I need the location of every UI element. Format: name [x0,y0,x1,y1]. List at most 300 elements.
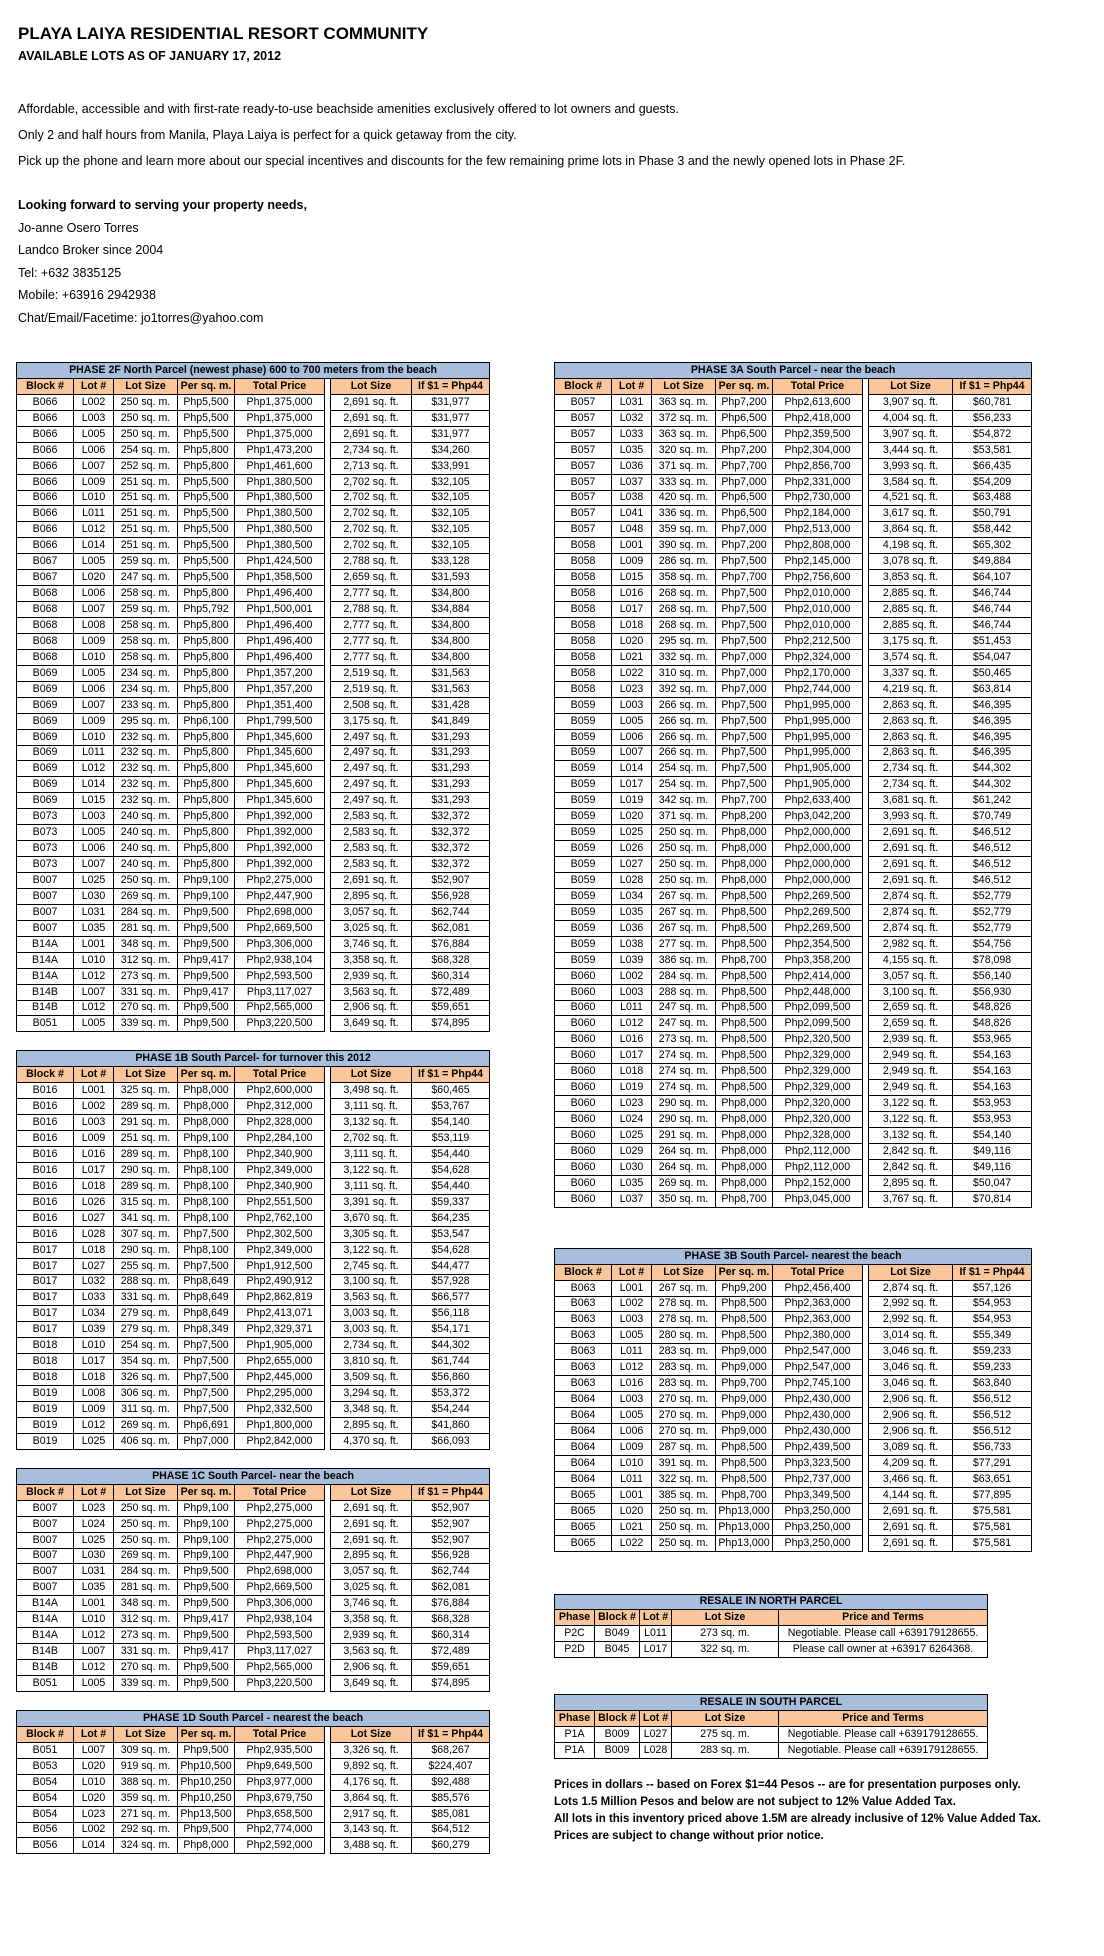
table-cell: L038 [612,936,652,952]
table-cell: B060 [555,1128,612,1144]
table-cell: L012 [74,1628,114,1644]
table-cell: L033 [74,1290,114,1306]
table-cell: 324 sq. m. [114,1838,178,1854]
table-cell: L007 [74,458,114,474]
table-cell: 2,691 sq. ft. [869,857,953,873]
table-cell: Php1,905,000 [773,761,863,777]
table-cell: $46,395 [953,745,1032,761]
table-cell: 2,497 sq. ft. [331,729,412,745]
table-cell: Php8,100 [178,1194,235,1210]
table-cell: L021 [612,1519,652,1535]
table-cell: Php1,357,200 [235,681,325,697]
table-cell: B007 [17,1516,74,1532]
table-row [555,538,1032,554]
table-row [17,1806,490,1822]
table-cell: L037 [612,474,652,490]
table-cell: L012 [74,761,114,777]
table-cell: B018 [17,1354,74,1370]
table-row [17,665,490,681]
table-cell: L012 [74,522,114,538]
table-cell: 289 sq. m. [114,1099,178,1115]
table-cell: Php2,430,000 [773,1424,863,1440]
table-row [17,1162,490,1178]
table-cell: L003 [612,1312,652,1328]
table-cell: Php7,500 [178,1370,235,1386]
table-row [555,1064,1032,1080]
table-cell: 234 sq. m. [114,681,178,697]
table-cell: $56,928 [412,1548,490,1564]
table-cell: L008 [74,618,114,634]
table-cell: B064 [555,1471,612,1487]
table-cell: B058 [555,586,612,602]
table-title: PHASE 1B South Parcel- for turnover this 2012 [17,1051,490,1067]
table-cell: L018 [612,1064,652,1080]
table-cell: 291 sq. m. [114,1115,178,1131]
column-header: If $1 = Php44 [953,1264,1032,1280]
table-cell: L032 [612,410,652,426]
table-cell: L009 [74,633,114,649]
table-cell: B016 [17,1147,74,1163]
table-cell: L035 [612,904,652,920]
table-row [17,1433,490,1449]
table-cell: 277 sq. m. [652,936,716,952]
table-cell: Php9,000 [716,1344,773,1360]
table-cell: Php2,010,000 [773,586,863,602]
table-row [17,602,490,618]
table-cell: Php7,200 [716,538,773,554]
table-cell: 311 sq. m. [114,1402,178,1418]
table-cell: 250 sq. m. [652,841,716,857]
table-cell: $52,907 [412,1500,490,1516]
table-cell: L016 [612,586,652,602]
table-cell: $32,105 [412,474,490,490]
table-cell: L015 [74,793,114,809]
table-cell: Php2,269,500 [773,888,863,904]
table-cell: $66,577 [412,1290,490,1306]
table-row [17,1580,490,1596]
table-cell: L023 [612,681,652,697]
table-cell: $62,744 [412,904,490,920]
table-cell: 2,691 sq. ft. [869,1535,953,1551]
table-cell: Php7,700 [716,458,773,474]
table-row [555,1296,1032,1312]
table-cell: 259 sq. m. [114,602,178,618]
column-header: Per sq. m. [178,1726,235,1742]
table-cell: 284 sq. m. [652,968,716,984]
table-cell: B017 [17,1274,74,1290]
table-cell: Php1,375,000 [235,394,325,410]
table-cell: B059 [555,857,612,873]
table-cell: Php2,842,000 [235,1433,325,1449]
table-cell: $52,907 [412,1516,490,1532]
table-cell: 3,111 sq. ft. [331,1099,412,1115]
table-cell: 3,046 sq. ft. [869,1360,953,1376]
table-cell: 281 sq. m. [114,1580,178,1596]
table-cell: Php9,417 [178,1644,235,1660]
table-row [17,952,490,968]
table-cell: Php2,730,000 [773,490,863,506]
table-cell: 2,583 sq. ft. [331,841,412,857]
table-cell: $85,081 [412,1806,490,1822]
table-cell: L027 [74,1258,114,1274]
table-cell: $46,395 [953,729,1032,745]
table-cell: 2,734 sq. ft. [869,777,953,793]
table-cell: L019 [612,793,652,809]
table-cell: Php7,700 [716,793,773,809]
table-row [17,1210,490,1226]
table-row [555,1159,1032,1175]
table-cell: 358 sq. m. [652,570,716,586]
table-row [555,873,1032,889]
table-cell: L035 [612,442,652,458]
table-cell: B14A [17,936,74,952]
table-cell: 2,734 sq. ft. [331,442,412,458]
table-header-row [17,1067,490,1083]
table-cell: B063 [555,1280,612,1296]
table-row [17,1500,490,1516]
table-cell: $74,895 [412,1016,490,1032]
table-cell: B060 [555,1048,612,1064]
table-cell: B007 [17,920,74,936]
table-title-row [17,1051,490,1067]
table-title-row [555,363,1032,379]
table-cell: L002 [74,1099,114,1115]
table-cell: $31,293 [412,761,490,777]
table-cell: B054 [17,1774,74,1790]
table-row [17,873,490,889]
table-cell: Php5,800 [178,761,235,777]
column-header: Per sq. m. [716,378,773,394]
table-cell: Php2,340,900 [235,1147,325,1163]
table-cell: 283 sq. m. [672,1743,779,1759]
table-cell: 2,508 sq. ft. [331,697,412,713]
table-cell: B063 [555,1296,612,1312]
table-cell: Php5,800 [178,649,235,665]
table-cell: Php8,500 [716,888,773,904]
table-cell: Php8,000 [716,1175,773,1191]
table-cell: 3,132 sq. ft. [331,1115,412,1131]
table-cell: Php10,500 [178,1758,235,1774]
table-cell: B065 [555,1487,612,1503]
table-cell: Php8,700 [716,1487,773,1503]
table-cell: L006 [612,729,652,745]
table-row [555,1519,1032,1535]
table-cell: Php7,500 [716,761,773,777]
table-cell: 291 sq. m. [652,1128,716,1144]
table-cell: Php9,500 [178,904,235,920]
table-cell: 2,691 sq. ft. [869,1519,953,1535]
table-cell: L036 [612,920,652,936]
table-cell: Php2,938,104 [235,952,325,968]
table-cell: B060 [555,1032,612,1048]
resale-table-south [554,1694,988,1759]
table-cell: Php8,000 [716,1159,773,1175]
table-cell: Php2,328,000 [773,1128,863,1144]
table-cell: $50,047 [953,1175,1032,1191]
table-cell: Php5,800 [178,825,235,841]
table-cell: Php8,500 [716,1064,773,1080]
table-cell: $54,163 [953,1080,1032,1096]
table-cell: B059 [555,825,612,841]
table-cell: B016 [17,1178,74,1194]
table-cell: L010 [74,490,114,506]
table-cell: 3,143 sq. ft. [331,1822,412,1838]
table-cell: 255 sq. m. [114,1258,178,1274]
column-header: If $1 = Php44 [953,378,1032,394]
table-row [17,1258,490,1274]
column-header: Total Price [235,378,325,394]
table-cell: 2,519 sq. ft. [331,681,412,697]
table-cell: 254 sq. m. [652,761,716,777]
column-header: Total Price [773,1264,863,1280]
table-cell: Php7,500 [178,1386,235,1402]
table-cell: L030 [74,888,114,904]
table-cell: L012 [612,1016,652,1032]
intro-line: Only 2 and half hours from Manila, Playa Laiya is perfect for a quick getaway from the city. [18,128,517,142]
column-header: Lot Size [331,1484,412,1500]
table-cell: Php1,345,600 [235,729,325,745]
table-title: PHASE 1D South Parcel - nearest the beach [17,1710,490,1726]
table-cell: 3,993 sq. ft. [869,458,953,474]
table-cell: 2,691 sq. ft. [331,410,412,426]
table-cell: Php9,500 [178,1660,235,1676]
table-cell: Php8,000 [716,825,773,841]
table-cell: 392 sq. m. [652,681,716,697]
table-cell: L027 [640,1727,672,1743]
table-cell: Php13,000 [716,1503,773,1519]
column-header: Lot # [74,1484,114,1500]
table-cell: L009 [612,1439,652,1455]
table-cell: $49,884 [953,554,1032,570]
table-cell: 371 sq. m. [652,458,716,474]
table-cell: 3,746 sq. ft. [331,936,412,952]
table-row [17,1000,490,1016]
table-cell: L001 [74,1596,114,1612]
lot-table-2f [16,362,490,1032]
table-cell: Php2,269,500 [773,904,863,920]
table-cell: 3,358 sq. ft. [331,952,412,968]
table-cell: 4,370 sq. ft. [331,1433,412,1449]
table-cell: B065 [555,1503,612,1519]
table-cell: L005 [612,1328,652,1344]
table-cell: Php2,513,000 [773,522,863,538]
table-cell: $63,651 [953,1471,1032,1487]
table-cell: Php7,000 [716,522,773,538]
table-cell: $61,744 [412,1354,490,1370]
table-cell: $46,512 [953,873,1032,889]
table-cell: Php9,100 [178,1516,235,1532]
table-cell: 363 sq. m. [652,426,716,442]
table-cell: Php2,445,000 [235,1370,325,1386]
table-row [555,1344,1032,1360]
table-row [555,920,1032,936]
column-header: Lot Size [331,1726,412,1742]
table-row [17,649,490,665]
table-cell: 252 sq. m. [114,458,178,474]
table-cell: B060 [555,1016,612,1032]
table-cell: B058 [555,554,612,570]
table-cell: B057 [555,394,612,410]
table-row [555,713,1032,729]
table-cell: Php9,500 [178,936,235,952]
table-row [17,841,490,857]
table-row [17,474,490,490]
table-cell: B063 [555,1360,612,1376]
table-cell: L031 [74,904,114,920]
table-cell: 3,057 sq. ft. [331,904,412,920]
table-cell: 3,122 sq. ft. [869,1112,953,1128]
table-row [17,1516,490,1532]
document-title: PLAYA LAIYA RESIDENTIAL RESORT COMMUNITY [18,24,429,43]
table-cell: Php2,295,000 [235,1386,325,1402]
table-cell: Php7,700 [716,570,773,586]
table-cell: L001 [612,1487,652,1503]
table-cell: Php8,000 [716,873,773,889]
table-cell: 3,025 sq. ft. [331,920,412,936]
table-cell: L023 [74,1806,114,1822]
table-cell: 289 sq. m. [114,1147,178,1163]
table-cell: B066 [17,490,74,506]
table-cell: B016 [17,1162,74,1178]
table-cell: Php1,380,500 [235,474,325,490]
table-cell: B068 [17,633,74,649]
table-cell: 2,863 sq. ft. [869,697,953,713]
table-cell: Php5,800 [178,697,235,713]
table-cell: 251 sq. m. [114,538,178,554]
table-cell: $46,395 [953,713,1032,729]
table-cell: Php6,500 [716,490,773,506]
table-cell: B063 [555,1328,612,1344]
table-cell: 2,917 sq. ft. [331,1806,412,1822]
column-header: Lot Size [672,1711,779,1727]
table-cell: 4,176 sq. ft. [331,1774,412,1790]
table-cell: Php7,500 [178,1226,235,1242]
table-cell: L014 [74,538,114,554]
table-cell: 333 sq. m. [652,474,716,490]
table-cell: 322 sq. m. [652,1471,716,1487]
table-cell: 2,863 sq. ft. [869,713,953,729]
table-cell: Php8,500 [716,936,773,952]
table-cell: 3,907 sq. ft. [869,426,953,442]
table-cell: Php2,284,100 [235,1131,325,1147]
table-cell: 274 sq. m. [652,1048,716,1064]
table-cell: Php2,456,400 [773,1280,863,1296]
table-cell: Php2,447,900 [235,1548,325,1564]
table-header-row [555,378,1032,394]
table-cell: Php1,380,500 [235,538,325,554]
table-cell: Php2,112,000 [773,1143,863,1159]
table-cell: Php1,995,000 [773,745,863,761]
table-cell: Php2,332,500 [235,1402,325,1418]
table-row [555,1032,1032,1048]
table-cell: Php5,500 [178,522,235,538]
table-cell: 3,175 sq. ft. [331,713,412,729]
table-cell: $44,302 [412,1338,490,1354]
table-cell: 2,519 sq. ft. [331,665,412,681]
table-cell: 2,874 sq. ft. [869,920,953,936]
lot-table-3a [554,362,1032,1208]
table-cell: $56,512 [953,1408,1032,1424]
table-row [17,1742,490,1758]
table-cell: B069 [17,761,74,777]
table-title: PHASE 1C South Parcel- near the beach [17,1468,490,1484]
column-header: Phase [555,1711,595,1727]
lot-table-1b [16,1050,490,1449]
table-cell: Php1,496,400 [235,586,325,602]
table-cell: 271 sq. m. [114,1806,178,1822]
table-cell: Php9,417 [178,984,235,1000]
table-cell: Php7,500 [178,1402,235,1418]
table-cell: $52,907 [412,1532,490,1548]
table-cell: 2,949 sq. ft. [869,1048,953,1064]
table-cell: L011 [74,745,114,761]
table-cell: $34,884 [412,602,490,618]
table-cell: L010 [74,952,114,968]
table-cell: 290 sq. m. [652,1096,716,1112]
table-cell: $34,260 [412,442,490,458]
table-cell: Php8,500 [716,1032,773,1048]
table-cell: 3,810 sq. ft. [331,1354,412,1370]
table-row [555,1727,988,1743]
table-cell: B060 [555,1159,612,1175]
table-cell: Php9,100 [178,1532,235,1548]
table-cell: 2,788 sq. ft. [331,602,412,618]
table-cell: Php2,329,000 [773,1064,863,1080]
table-cell: Php8,100 [178,1178,235,1194]
table-row [17,1596,490,1612]
column-header: Price and Terms [779,1711,988,1727]
table-cell: L001 [612,1280,652,1296]
table-row [555,952,1032,968]
table-row [17,681,490,697]
table-cell: L021 [612,649,652,665]
table-cell: 295 sq. m. [114,713,178,729]
table-cell: Php2,329,000 [773,1048,863,1064]
table-cell: Php3,117,027 [235,1644,325,1660]
table-cell: Php8,000 [716,841,773,857]
document-subtitle: AVAILABLE LOTS AS OF JANUARY 17, 2012 [18,49,282,63]
table-cell: B016 [17,1131,74,1147]
table-cell: 290 sq. m. [114,1162,178,1178]
table-cell: 3,003 sq. ft. [331,1322,412,1338]
table-cell: B060 [555,1080,612,1096]
table-cell: Php2,099,500 [773,1016,863,1032]
table-cell: Php2,275,000 [235,1532,325,1548]
table-cell: Php2,756,600 [773,570,863,586]
table-cell: $31,593 [412,570,490,586]
table-cell: B064 [555,1408,612,1424]
table-cell: $52,779 [953,888,1032,904]
table-row [555,1455,1032,1471]
table-title: PHASE 2F North Parcel (newest phase) 600 to 700 meters from the beach [17,363,490,379]
table-cell: L010 [74,729,114,745]
table-cell: B060 [555,1112,612,1128]
contact-tel: Tel: +632 3835125 [18,265,122,280]
table-cell: B049 [595,1626,640,1642]
table-cell: 2,885 sq. ft. [869,602,953,618]
table-cell: B069 [17,665,74,681]
table-cell: Php1,392,000 [235,857,325,873]
table-cell: 2,691 sq. ft. [331,426,412,442]
table-cell: 3,391 sq. ft. [331,1194,412,1210]
table-cell: 331 sq. m. [114,984,178,1000]
table-cell: 264 sq. m. [652,1143,716,1159]
table-cell: Php2,000,000 [773,825,863,841]
table-cell: L007 [74,602,114,618]
table-row [555,458,1032,474]
table-cell: Php9,100 [178,1548,235,1564]
table-cell: B054 [17,1790,74,1806]
